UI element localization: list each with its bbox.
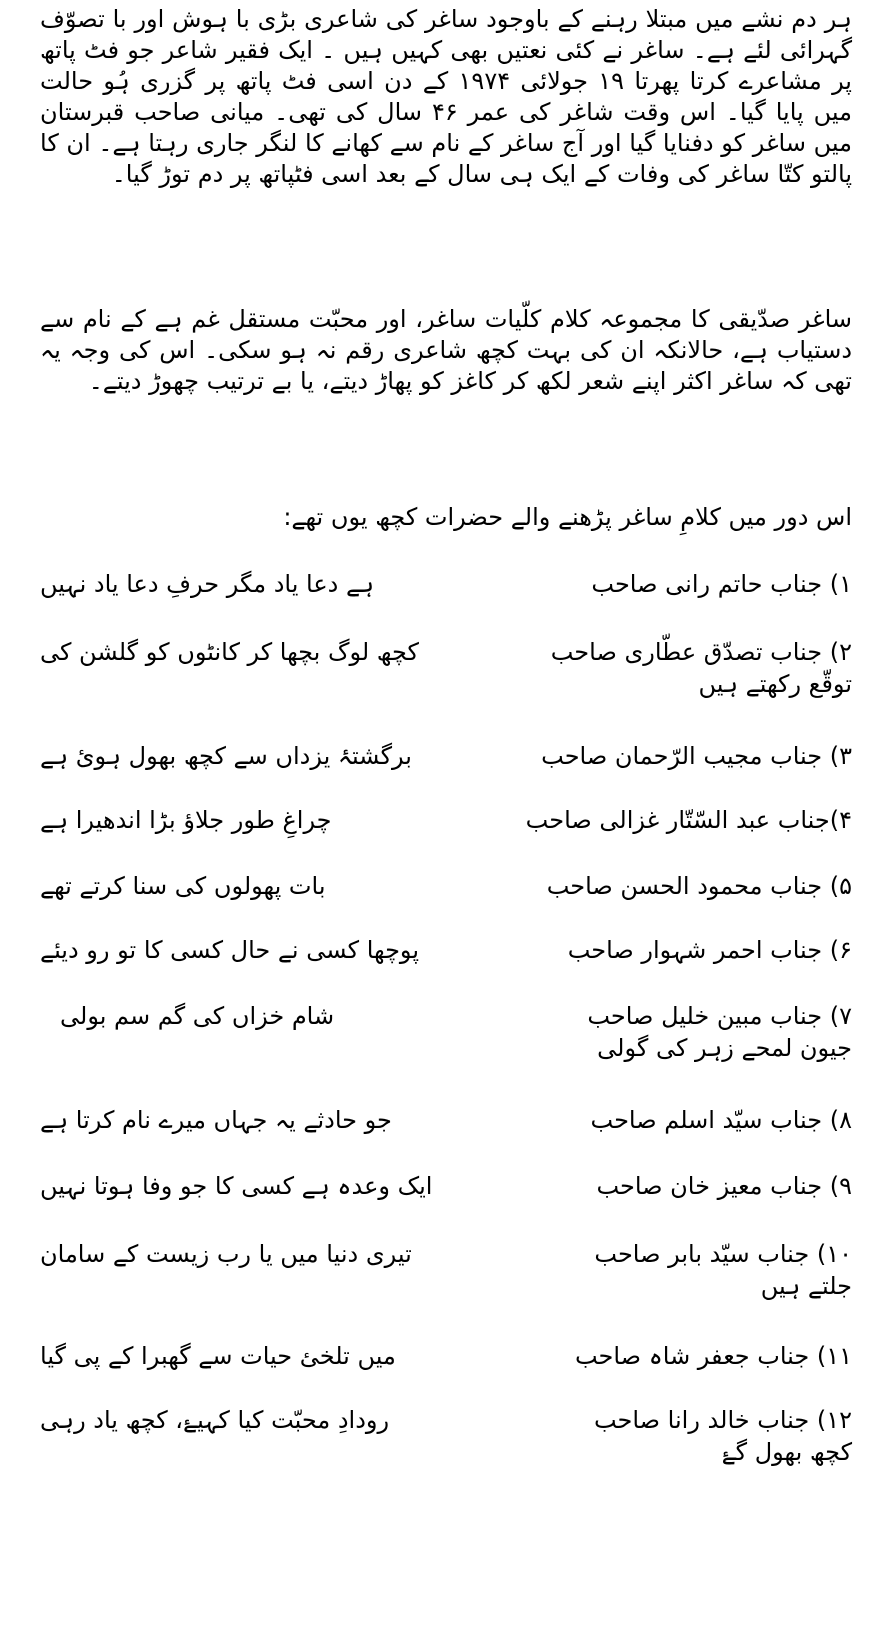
reader-verse: بات پھولوں کی سنا کرتے تھے <box>40 872 326 900</box>
paragraph-biography: ہر دم نشے میں مبتلا رہنے کے باوجود ساغر کی شاعری بڑی با ہوش اور با تصوّف گہرائی لئے ہے۔ ساغر نے کئی نعتیں بھی کہیں ہیں ۔ ایک فقیر شاعر جو فٹ پاتھ پر مشاعرے کرتا پھرتا ۱۹ جولائی ۱۹۷۴ کے دن اسی فٹ پاتھ پر گزری ہُو حالت میں پایا گیا۔ اس وقت شاغر کی عمر ۴۶ سال کی تھی۔ میانی صاحب قبرستان میں ساغر کو دفنایا گیا اور آج ساغر کے نام سے کھانے کا لنگر جاری رہتا ہے۔ ان کا پالتو کتّا ساغر کی وفات کے ایک ہی سال کے بعد اسی فٹپاتھ پر دم توڑ گیا۔ <box>40 5 852 188</box>
reader-name: ۳) جناب مجیب الرّحمان صاحب <box>541 742 852 770</box>
reader-verse-continued: جیون لمحے زہر کی گولی <box>597 1034 852 1062</box>
reader-name: ۴)جناب عبد السّتّار غزالی صاحب <box>525 806 852 834</box>
reader-entry-12 <box>40 1404 852 1484</box>
paragraph-collection: ساغر صدّیقی کا مجموعہ کلام کلّیات ساغر، اور محبّت مستقل غم ہے کے نام سے دستیاب ہے، حالانکہ ان کی بہت کچھ شاعری رقم نہ ہو سکی۔ اس کی وجہ یہ تھی کہ ساغر اکثر اپنے شعر لکھ کر کاغز کو پھاڑ دیتے، یا بے ترتیب چھوڑ دیتے۔ <box>40 305 852 395</box>
reader-entry-7 <box>40 1000 852 1080</box>
reader-verse: برگشتۂ یزداں سے کچھ بھول ہوئ ہے <box>40 742 412 770</box>
reader-verse: تیری دنیا میں یا رب زیست کے سامان <box>40 1240 412 1268</box>
reader-name: ۱۱) جناب جعفر شاہ صاحب <box>574 1342 852 1370</box>
reader-verse: پوچھا کسی نے حال کسی کا تو رو دیئے <box>40 936 419 964</box>
reader-verse: چراغِ طور جلاؤ بڑا اندھیرا ہے <box>40 806 332 834</box>
reader-verse: ایک وعدہ ہے کسی کا جو وفا ہوتا نہیں <box>40 1172 433 1200</box>
reader-name: ۱) جناب حاتم رانی صاحب <box>591 570 852 598</box>
reader-verse: میں تلخئ حیات سے گھبرا کے پی گیا <box>40 1342 396 1370</box>
reader-name: ۲) جناب تصدّق عطّاری صاحب <box>550 638 852 666</box>
reader-entry-2 <box>40 636 852 716</box>
reader-verse: جو حادثے یہ جہاں میرے نام کرتا ہے <box>40 1106 392 1134</box>
reader-name: ۵) جناب محمود الحسن صاحب <box>546 872 852 900</box>
reader-name: ۶) جناب احمر شہوار صاحب <box>567 936 852 964</box>
reader-name: ۱۲) جناب خالد رانا صاحب <box>593 1406 852 1434</box>
reader-verse-continued: توقّع رکھتے ہیں <box>698 670 852 698</box>
reader-verse: شام خزاں کی گم سم بولی <box>60 1002 335 1030</box>
reader-verse: کچھ لوگ بچھا کر کانٹوں کو گلشن کی <box>40 638 419 666</box>
reader-entry-10 <box>40 1238 852 1318</box>
reader-verse-continued: جلتے ہیں <box>760 1272 852 1300</box>
reader-name: ۱۰) جناب سیّد بابر صاحب <box>594 1240 852 1268</box>
reader-verse: رودادِ محبّت کیا کہیۓ، کچھ یاد رہی <box>40 1406 390 1434</box>
reader-verse: ہے دعا یاد مگر حرفِ دعا یاد نہیں <box>40 570 375 598</box>
reader-verse-continued: کچھ بھول گۓ <box>721 1438 852 1466</box>
readers-intro: اس دور میں کلامِ ساغر پڑھنے والے حضرات کچھ یوں تھے: <box>283 503 852 531</box>
reader-name: ۹) جناب معیز خان صاحب <box>596 1172 852 1200</box>
reader-name: ۸) جناب سیّد اسلم صاحب <box>590 1106 852 1134</box>
reader-name: ۷) جناب مبین خلیل صاحب <box>587 1002 852 1030</box>
